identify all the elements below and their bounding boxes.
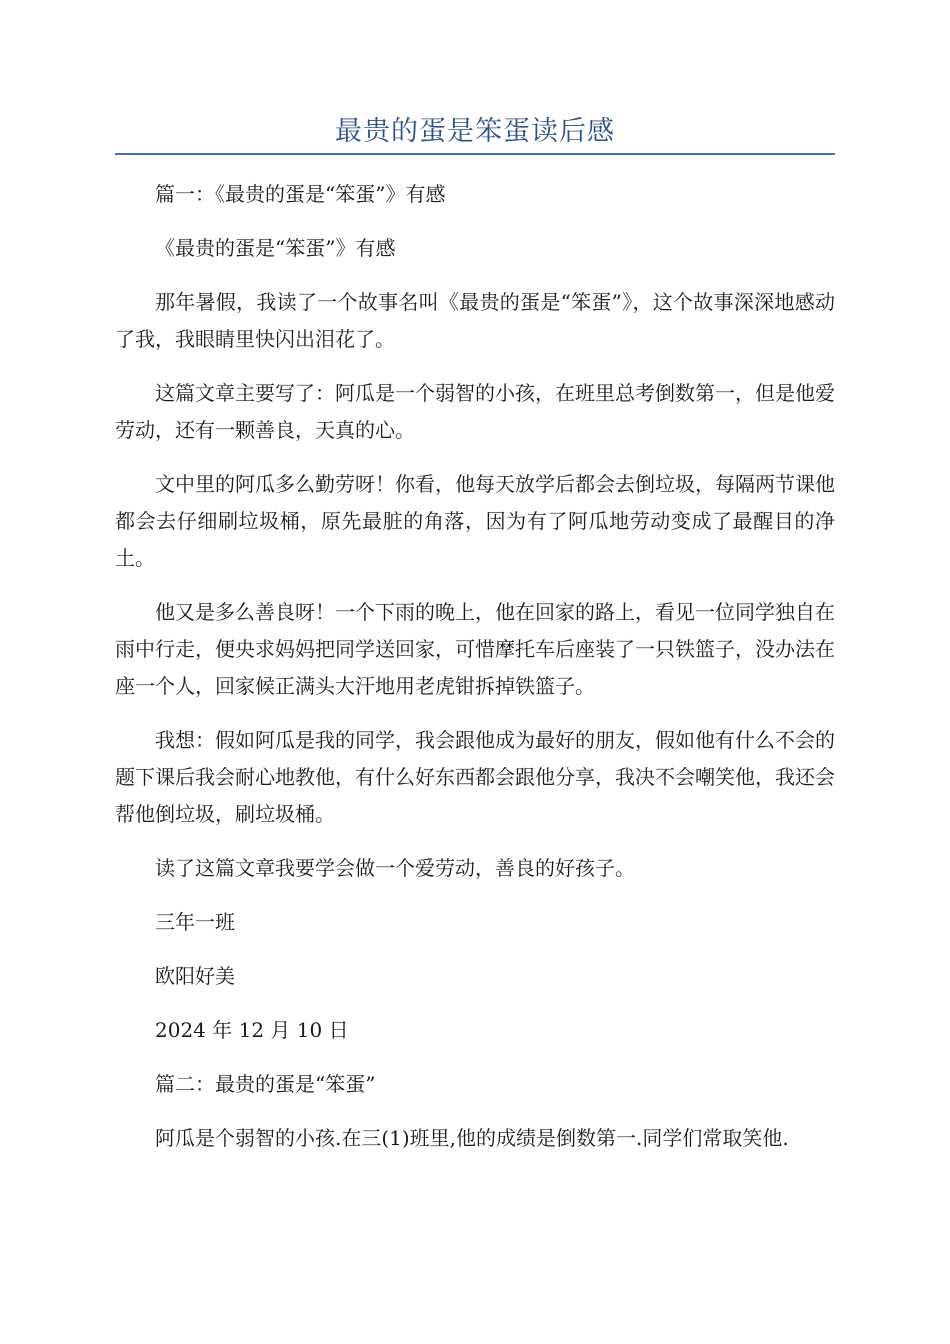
paragraph: 读了这篇文章我要学会做一个爱劳动，善良的好孩子。: [155, 856, 635, 880]
document-title: 最贵的蛋是笨蛋读后感: [335, 116, 615, 147]
paragraph: 他又是多么善良呀！一个下雨的晚上，他在回家的路上，看见一位同学独自在雨中行走，便央求妈妈把同学送回家，可惜摩托车后座装了一只铁篮子，没办法在座一个人，回家候正满头大汗地用老虎钳拆掉铁篮子。: [115, 600, 835, 698]
signature-class: 三年一班: [155, 910, 235, 934]
paragraph: 文中里的阿瓜多么勤劳呀！你看，他每天放学后都会去倒垃圾，每隔两节课他都会去仔细刷垃圾桶，原先最脏的角落，因为有了阿瓜地劳动变成了最醒目的净土。: [115, 472, 835, 570]
document-body: [115, 176, 835, 1174]
paragraph: 阿瓜是个弱智的小孩.在三(1)班里,他的成绩是倒数第一.同学们常取笑他.: [155, 1126, 789, 1150]
title-underline: [115, 153, 835, 155]
paragraph-part1-heading: 篇一：《最贵的蛋是“笨蛋”》有感: [155, 182, 446, 206]
paragraph-part2-heading: 篇二：最贵的蛋是“笨蛋”: [155, 1072, 376, 1096]
signature-name: 欧阳好美: [155, 964, 235, 988]
paragraph: 那年暑假，我读了一个故事名叫《最贵的蛋是“笨蛋”》，这个故事深深地感动了我，我眼睛里快闪出泪花了。: [115, 290, 835, 351]
paragraph: 我想：假如阿瓜是我的同学，我会跟他成为最好的朋友，假如他有什么不会的题下课后我会耐心地教他，有什么好东西都会跟他分享，我决不会嘲笑他，我还会帮他倒垃圾，刷垃圾桶。: [115, 728, 835, 826]
paragraph: 这篇文章主要写了：阿瓜是一个弱智的小孩，在班里总考倒数第一，但是他爱劳动，还有一颗善良，天真的心。: [115, 381, 835, 442]
signature-date: 2024 年 12 月 10 日: [155, 1018, 349, 1042]
paragraph-subtitle: 《最贵的蛋是“笨蛋”》有感: [155, 236, 396, 260]
